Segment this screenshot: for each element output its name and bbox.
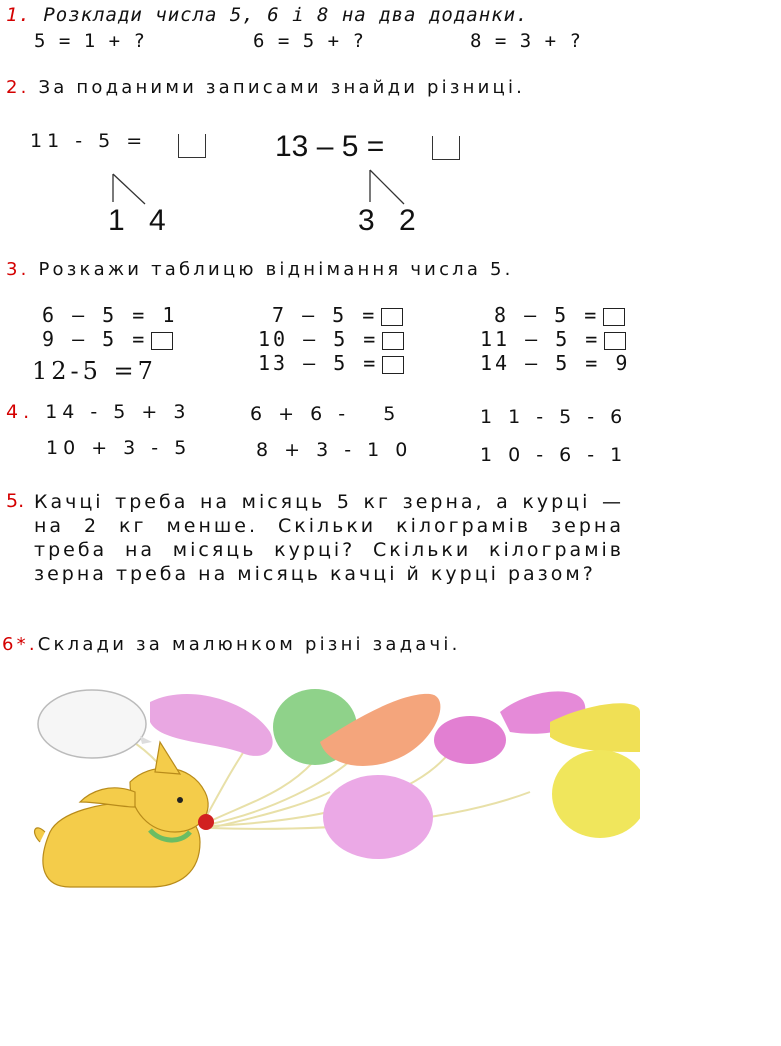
table-cell: 14 – 5 = 9 (480, 351, 631, 375)
task3-number: 3. (6, 259, 30, 280)
task2-number: 2. (6, 77, 30, 98)
balloon-white (38, 690, 146, 758)
answer-box[interactable] (178, 134, 206, 158)
task2-split-a: 1 4 (108, 204, 174, 237)
task6-text: Склади за малюнком різні задачі. (37, 634, 461, 655)
task1-heading (6, 4, 528, 26)
table-cell-text: 11 – 5 = (480, 327, 601, 351)
table-cell-text: 10 – 5 = (258, 327, 379, 351)
task2-expr-a (30, 130, 147, 152)
task2-text: За поданими записами знайди різниці. (29, 77, 526, 98)
task4-row2-col2: 8 + 3 - 1 0 (256, 439, 413, 461)
task1-text: Розклади числа 5, 6 і 8 на два доданки. (30, 4, 529, 26)
task5-text: Качці треба на місяць 5 кг зерна, а курці — на 2 кг менше. Скільки кілограмів зерна треба на місяць курці? Скільки кілограмів зерна треба на місяць качці й курці разом? (34, 491, 624, 585)
task1-expr-3: 8 = 3 + ? (470, 30, 582, 52)
table-cell-text: 7 – 5 = (272, 303, 378, 327)
table-cell (42, 327, 173, 351)
answer-box[interactable] (604, 332, 626, 350)
split-lines-a (105, 172, 155, 206)
task3-text: Розкажи таблицю віднімання числа 5. (29, 259, 514, 280)
task1-number: 1. (6, 4, 31, 26)
table-cell-handwritten: 12-5 =7 (32, 357, 157, 385)
answer-box[interactable] (382, 356, 404, 374)
table-cell: 6 – 5 = 1 (42, 303, 178, 327)
answer-box[interactable] (151, 332, 173, 350)
task4-expr: 14 - 5 + 3 (45, 401, 191, 423)
balloon-pink (150, 694, 273, 756)
table-cell (272, 303, 403, 327)
task3-heading (6, 259, 514, 280)
answer-box[interactable] (381, 308, 403, 326)
task2-expr-a-text: 11 - 5 = (30, 130, 148, 152)
split-lines-b (362, 168, 412, 206)
table-cell-text: 13 – 5 = (258, 351, 379, 375)
task5-number: 5. (6, 490, 25, 512)
task1-expr-2: 6 = 5 + ? (253, 30, 365, 52)
task4-row1-col1 (6, 401, 190, 423)
answer-box[interactable] (603, 308, 625, 326)
table-cell-text: 9 – 5 = (42, 327, 148, 351)
balloon-yellow-2 (552, 750, 640, 838)
task4-row2-col1: 10 + 3 - 5 (46, 437, 192, 459)
task6-heading (2, 634, 461, 655)
table-cell (480, 327, 626, 351)
balloon-magenta (434, 716, 506, 764)
table-cell (258, 327, 404, 351)
table-cell (494, 303, 625, 327)
dog-with-balloons-illustration (30, 682, 640, 897)
answer-box[interactable] (382, 332, 404, 350)
task1-expr-1: 5 = 1 + ? (34, 30, 146, 52)
task4-row1-col3: 1 1 - 5 - 6 (480, 406, 628, 428)
task2-heading (6, 77, 525, 98)
table-cell-text: 8 – 5 = (494, 303, 600, 327)
task2-expr-b: 13 – 5 = (275, 130, 385, 163)
task2-split-b: 3 2 (358, 204, 424, 237)
task4-row2-col3: 1 0 - 6 - 1 (480, 444, 628, 466)
dog-icon (35, 742, 214, 887)
task4-row1-col2: 6 + 6 - 5 (250, 403, 401, 425)
task4-number: 4. (6, 401, 35, 423)
answer-box[interactable] (432, 136, 460, 160)
balloon-pink-big (323, 775, 433, 859)
task6-number: 6*. (2, 634, 38, 655)
table-cell (258, 351, 404, 375)
